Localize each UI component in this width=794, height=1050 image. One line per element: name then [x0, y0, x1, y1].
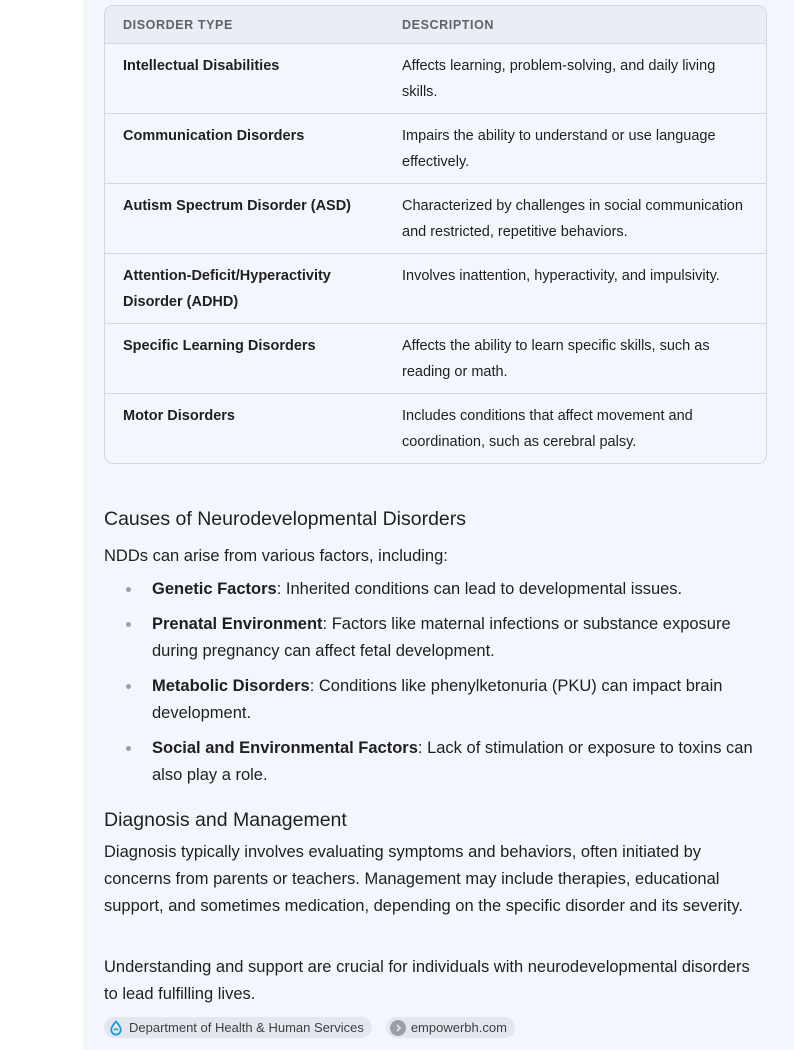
description-cell: Characterized by challenges in social communication and restricted, repetitive behaviors. — [384, 184, 766, 254]
disorder-type-cell: Intellectual Disabilities — [105, 44, 384, 114]
disorder-table — [104, 5, 767, 464]
table-row — [105, 184, 766, 254]
diagnosis-paragraph: Diagnosis typically involves evaluating symptoms and behaviors, often initiated by concerns from parents or teachers. Management may include therapies, educational support, and sometimes medication, depending on the specific disorder and its severity. — [104, 843, 743, 915]
cause-text: : Conditions like phenylketonuria (PKU) can impact brain development. — [152, 677, 723, 722]
disorder-type-cell: Attention-Deficit/Hyperactivity Disorder (ADHD) — [105, 254, 384, 324]
cause-text: : Lack of stimulation or exposure to toxins can also play a role. — [152, 739, 753, 784]
diagnosis-heading: Diagnosis and Management — [104, 809, 347, 831]
causes-heading: Causes of Neurodevelopmental Disorders — [104, 508, 467, 530]
source-chip-hhs[interactable] — [104, 1017, 372, 1038]
cause-term: Metabolic Disorders — [152, 677, 310, 695]
bullet-icon — [126, 684, 131, 689]
description-cell: Involves inattention, hyperactivity, and impulsivity. — [384, 254, 766, 324]
column-header-disorder-type: DISORDER TYPE — [105, 6, 384, 44]
cause-text: : Inherited conditions can lead to developmental issues. — [276, 580, 683, 598]
cause-term: Social and Environmental Factors — [152, 739, 418, 757]
description-cell: Includes conditions that affect movement and coordination, such as cerebral palsy. — [402, 408, 693, 450]
column-header-description: DESCRIPTION — [384, 6, 766, 44]
list-item — [104, 576, 764, 603]
description-cell: Affects the ability to learn specific skills, such as reading or math. — [384, 324, 766, 394]
cause-term: Prenatal Environment — [152, 615, 323, 633]
disorder-type-cell: Specific Learning Disorders — [105, 324, 384, 394]
cause-term: Genetic Factors — [152, 580, 277, 598]
bullet-icon — [126, 746, 131, 751]
bullet-icon — [126, 622, 131, 627]
list-item — [104, 673, 764, 727]
source-label: empowerbh.com — [410, 1020, 507, 1035]
list-item — [104, 611, 764, 665]
table-header-row — [105, 6, 766, 44]
table-row — [105, 114, 766, 184]
source-chip-empowerbh[interactable] — [386, 1017, 515, 1038]
table-row — [105, 44, 766, 114]
list-item — [104, 735, 764, 789]
disorder-type-cell: Communication Disorders — [105, 114, 384, 184]
causes-list — [104, 576, 764, 797]
description-cell: Affects learning, problem-solving, and daily living skills. — [384, 44, 766, 114]
table-row — [105, 394, 766, 464]
description-cell: Impairs the ability to understand or use language effectively. — [384, 114, 766, 184]
response-panel — [83, 0, 794, 1050]
disorder-type-cell: Autism Spectrum Disorder (ASD) — [105, 184, 384, 254]
cause-text: : Factors like maternal infections or substance exposure during pregnancy can affect fetal development. — [152, 615, 731, 660]
bullet-icon — [126, 587, 131, 592]
closing-paragraph: Understanding and support are crucial for individuals with neurodevelopmental disorders to lead fulfilling lives. — [104, 958, 750, 1003]
source-label: Department of Health & Human Services — [129, 1020, 364, 1035]
chevron-right-circle-icon — [390, 1020, 406, 1036]
source-chips — [104, 1017, 515, 1038]
disorder-type-cell: Motor Disorders — [123, 408, 235, 424]
causes-intro: NDDs can arise from various factors, including: — [104, 547, 448, 565]
drop-icon — [108, 1020, 124, 1036]
table-row — [105, 254, 766, 324]
table-row — [105, 324, 766, 394]
